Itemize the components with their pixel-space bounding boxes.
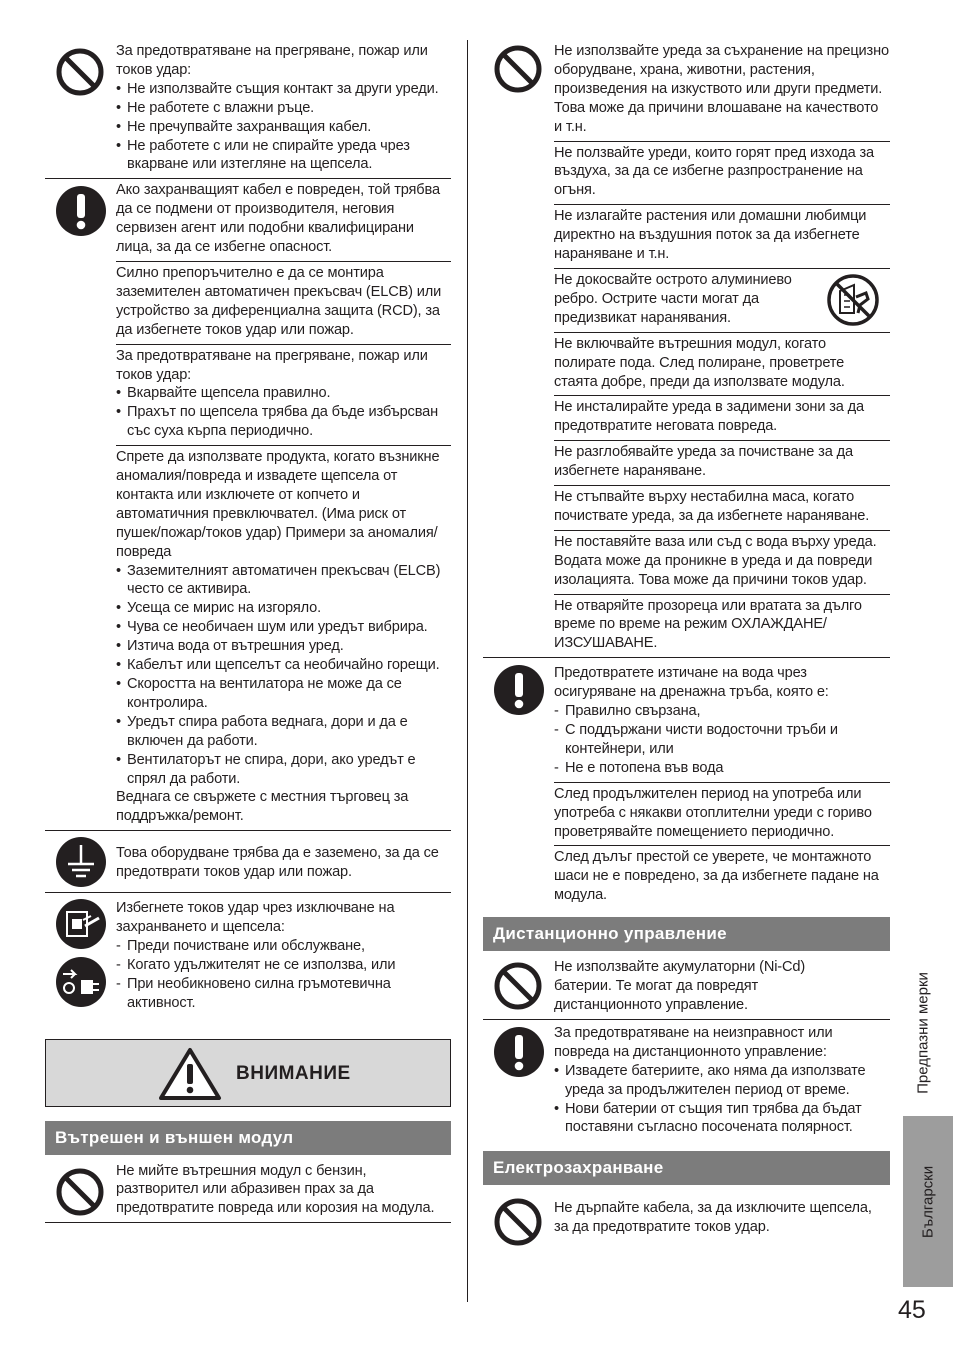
paragraph: Не отваряйте прозореца или вратата за дълго време по време на режим ОХЛАЖДАНЕ/ ИЗСУШАВАНЕ.: [554, 594, 890, 658]
list-item: • Прахът по щепсела трябва да бъде избърсван със суха кърпа периодично.: [116, 403, 451, 441]
list-item: • Уредът спира работа веднага, дори и да е включен да работи.: [116, 713, 451, 751]
section-heading: Електрозахранване: [483, 1151, 890, 1185]
paragraph: Ако захранващият кабел е повреден, той трябва да се подмени от производителя, неговия сервизен агент или подобни квалифицирани лица, за да се избегне опасност.: [116, 182, 440, 256]
paragraph: Предотвратете изтичане на вода чрез осигуряване на дренажна тръба, която е:: [554, 665, 829, 701]
prohibition-icon: [493, 44, 543, 94]
paragraph: Не използвайте акумулаторни (Ni-Cd) батерии. Те могат да повредят дистанционното управление.: [554, 959, 806, 1013]
paragraph: Не мийте вътрешния модул с бензин, разтворител или абразивен прах за да предотвратите повреда или корозия на модула.: [116, 1162, 435, 1217]
list-item: • Нови батерии от същия тип трябва да бъдат поставяни съгласно посочената полярност.: [554, 1100, 890, 1138]
left-column: [45, 40, 451, 1223]
warning-group-cable: [45, 179, 451, 831]
paragraph: Не поставяйте ваза или съд с вода върху уреда. Водата може да проникне в уреда и да повреди изолацията. Това може да причини токов удар.: [554, 530, 890, 594]
list-item: • Не пречупвайте захранващия кабел.: [116, 118, 451, 137]
mandatory-exclamation-icon: [493, 664, 545, 716]
paragraph: Не използвайте уреда за съхранение на прецизно оборудване, храна, животни, растения, произведения на изкуството или други предмети. Това може да причини влошаване на качеството и т.н.: [554, 43, 889, 135]
list-item: • Кабелът или щепселът са необичайно горещи.: [116, 656, 451, 675]
prohibition-icon: [55, 47, 105, 97]
paragraph: Това оборудване трябва да е заземено, за да се предотврати токов удар или пожар.: [116, 845, 439, 881]
paragraph: Избегнете токов удар чрез изключване на захранването и щепсела:: [116, 900, 395, 935]
list-item: • Изтича вода от вътрешния уред.: [116, 637, 451, 656]
paragraph: Не разглобявайте уреда за почистване за да избегнете нараняване.: [554, 440, 890, 485]
list-item: • Не работете с или не спирайте уреда чрез вкарване или изтегляне на щепсела.: [116, 137, 451, 175]
warning-group-unplug: [45, 893, 451, 1016]
paragraph: След продължителен период на употреба или употреба с някакви отоплителни уреди с гориво проветрявайте помещението периодично.: [554, 782, 890, 846]
list-item: • Вкарвайте щепсела правилно.: [116, 384, 451, 403]
list-item: • Скоростта на вентилатора не може да се контролира.: [116, 675, 451, 713]
paragraph: Не излагайте растения или домашни любимци директно на въздушния поток за да избегнете нараняване и т.н.: [554, 204, 890, 268]
column-divider: [467, 40, 468, 1302]
side-tab-language: Български: [903, 1116, 953, 1287]
no-touch-fin-icon: [826, 273, 880, 327]
paragraph: Не дърпайте кабела, за да изключите щепсела, за да предотвратите токов удар.: [554, 1200, 872, 1236]
prohibition-icon: [55, 1167, 105, 1217]
paragraph: За предотвратяване на неизправност или повреда на дистанционното управление:: [554, 1024, 833, 1060]
paragraph: Силно препоръчително е да се монтира заземителен автоматичен прекъсвач (ELCB) или устройство за диференциална защита (RCD), за да избегнете токов удар или пожар.: [116, 261, 451, 344]
prohibition-icon: [493, 961, 543, 1011]
warning-group-cleaning: [45, 1155, 451, 1224]
list-item: • Вентилаторът не спира, дори, ако уредът е спрял да работи.: [116, 751, 451, 789]
list-item: • Не използвайте същия контакт за други уреди.: [116, 80, 451, 99]
mandatory-exclamation-icon: [55, 185, 107, 237]
right-column: [483, 40, 890, 1241]
list-item: - Преди почистване или обслужване,: [116, 937, 451, 956]
section-heading: Вътрешен и външен модул: [45, 1121, 451, 1155]
paragraph: Не инсталирайте уреда в задимени зони за да предотвратите неговата повреда.: [554, 395, 890, 440]
paragraph: Спрете да използвате продукта, когато възникне аномалия/повреда и извадете щепсела от контакта или изключете от копчето и автоматичния превключвател. (Има риск от пушек/пожар/токов удар) Примери за аномалия/повреда: [116, 449, 440, 560]
warning-group-batteries: [483, 951, 890, 1020]
warning-triangle-icon: [158, 1047, 222, 1101]
paragraph: Не ползвайте уреди, които горят пред изхода за въздуха, за да се избегне разпространение на огъня.: [554, 141, 890, 205]
paragraph: Не стъпвайте върху нестабилна маса, когато почиствате уреда, за да избегнете нараняване.: [554, 485, 890, 530]
warning-group-usage: [483, 40, 890, 658]
paragraph: За предотвратяване на прегряване, пожар или токов удар:: [116, 43, 428, 78]
paragraph: Не докосвайте острото алуминиево ребро. Острите части могат да предизвикат наранявания.: [554, 271, 792, 326]
paragraph: След дълъг престой се уверете, че монтажното шаси не е повредено, за да избегнете падане на модула.: [554, 845, 890, 909]
paragraph: За предотвратяване на прегряване, пожар или токов удар:: [116, 347, 428, 383]
warning-group-remote: [483, 1020, 890, 1141]
list-item: - С поддържани чисти водосточни тръби и контейнери, или: [554, 721, 890, 759]
list-item: • Извадете батериите, ако няма да използвате уреда за продължителен период от време.: [554, 1062, 890, 1100]
side-tab-section: Предпазни мерки: [914, 971, 932, 1094]
ground-icon: [55, 836, 107, 888]
unplug-icon: [55, 898, 107, 950]
list-item: • Усеща се мирис на изгоряло.: [116, 599, 451, 618]
list-item: • Не работете с влажни ръце.: [116, 99, 451, 118]
caution-box: [45, 1039, 451, 1107]
warning-group-ground: [45, 831, 451, 893]
list-item: - Правилно свързана,: [554, 702, 890, 721]
paragraph: Веднага се свържете с местния търговец за поддръжка/ремонт.: [116, 789, 409, 825]
list-item: • Чува се необичаен шум или уредът вибрира.: [116, 618, 451, 637]
caution-label: ВНИМАНИЕ: [236, 1062, 351, 1084]
page-number: 45: [898, 1296, 926, 1324]
section-heading: Дистанционно управление: [483, 917, 890, 951]
warning-group-power: [483, 1185, 890, 1241]
prohibition-icon: [493, 1197, 543, 1247]
list-item: - Когато удължителят не се използва, или: [116, 956, 451, 975]
warning-group-drain: [483, 658, 890, 909]
list-item: • Заземителният автоматичен прекъсвач (ELCB) често се активира.: [116, 562, 451, 600]
mandatory-exclamation-icon: [493, 1026, 545, 1078]
disconnect-icon: [55, 956, 107, 1008]
list-item: - Не е потопена във вода: [554, 759, 890, 778]
paragraph: Не включвайте вътрешния модул, когато полирате пода. След полиране, проветрете стаята добре, преди да използвате модула.: [554, 332, 890, 396]
warning-group-sockets: [45, 40, 451, 179]
list-item: - При необикновено силна гръмотевична активност.: [116, 975, 451, 1013]
